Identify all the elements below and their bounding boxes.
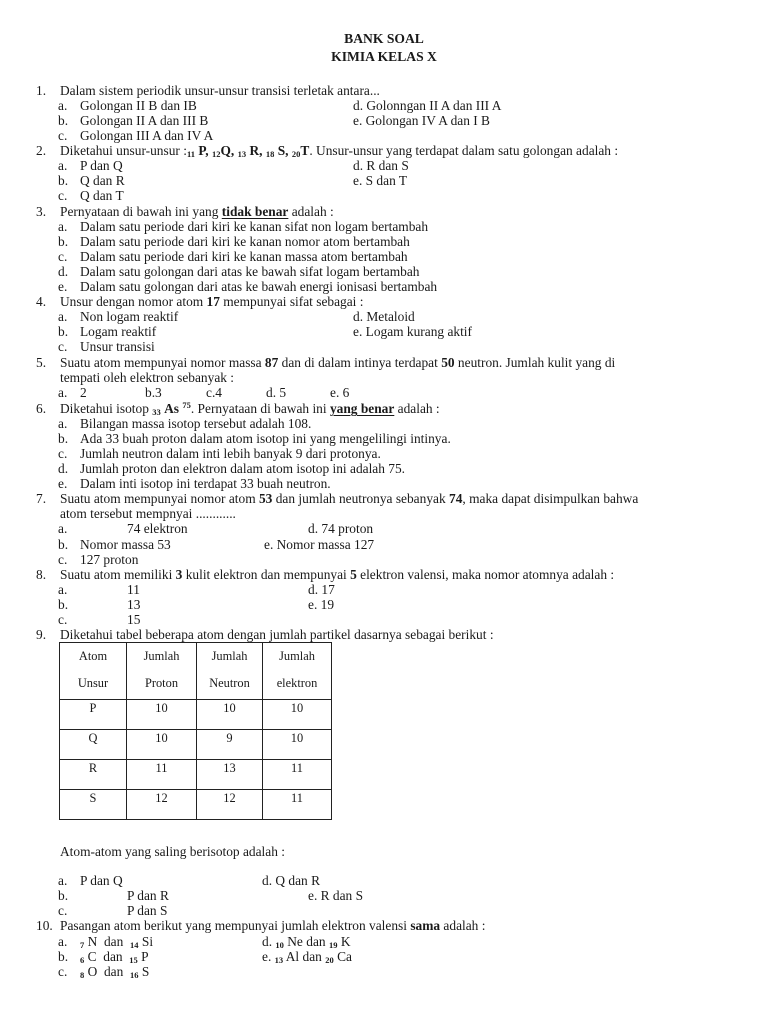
option-3e: e. Dalam satu golongan dari atas ke bawah energi ionisasi bertambah — [58, 279, 438, 294]
table-cell: S — [60, 790, 127, 820]
option-10e: e. $_{13}$ Al dan $_{20}$ Ca — [262, 949, 352, 965]
option-7a: 74 elektron — [127, 521, 188, 536]
option-9c-label: c. — [58, 903, 68, 918]
option-2d: d. R dan S — [353, 158, 409, 173]
option-7c: c. 127 proton — [58, 552, 139, 567]
emphasis-yang-benar: yang benar — [329, 401, 395, 416]
option-3d: d. Dalam satu golongan dari atas ke bawah sifat logam bertambah — [58, 264, 420, 279]
question-3: 3. Pernyataan di bawah ini yang tidak benar adalah : — [36, 204, 334, 219]
option-3c: c. Dalam satu periode dari kiri ke kanan massa atom bertambah — [58, 249, 408, 264]
question-6: 6. Diketahui isotop $_{33}$ As $^{75}$. Pernyataan di bawah ini yang benar adalah : — [36, 400, 440, 417]
option-5d: d. 5 — [266, 385, 287, 400]
option-4a: a. Non logam reaktif — [58, 309, 179, 324]
option-5b: b.3 — [145, 385, 162, 400]
option-9a: a. P dan Q — [58, 873, 123, 888]
table-header-row — [60, 643, 332, 700]
option-10d: d. $_{10}$ Ne dan $_{19}$ K — [262, 934, 351, 950]
option-7e: e. Nomor massa 127 — [264, 537, 375, 552]
option-2b: b. Q dan R — [58, 173, 125, 188]
option-6e: e. Dalam inti isotop ini terdapat 33 buah neutron. — [58, 476, 331, 491]
option-10c: c. $_8$ O dan $_{16}$ S — [58, 964, 150, 980]
option-2a: a. P dan Q — [58, 158, 123, 173]
option-7b: b. Nomor massa 53 — [58, 537, 171, 552]
option-1e: e. Golongan IV A dan I B — [353, 113, 490, 128]
table-header-cell: Jumlah Neutron — [197, 643, 263, 700]
table-header-cell: Jumlah elektron — [263, 643, 332, 700]
option-6d: d. Jumlah proton dan elektron dalam atom isotop ini adalah 75. — [58, 461, 406, 476]
table-cell: 9 — [197, 730, 263, 760]
table-cell: 10 — [127, 730, 197, 760]
question-7: 7. Suatu atom mempunyai nomor atom 53 dan jumlah neutronya sebanyak 74, maka dapat disimpulkan bahwa — [36, 491, 639, 506]
option-2c: c. Q dan T — [58, 188, 124, 203]
option-5a: a. 2 — [58, 385, 87, 400]
option-9d: d. Q dan R — [262, 873, 321, 888]
option-5e: e. 6 — [330, 385, 350, 400]
option-10a: a. $_7$ N dan $_{14}$ Si — [58, 934, 154, 950]
table-row — [60, 790, 332, 820]
option-8b: 13 — [127, 597, 141, 612]
question-8: 8. Suatu atom memiliki 3 kulit elektron dan mempunyai 5 elektron valensi, maka nomor atomnya adalah : — [36, 567, 615, 582]
option-3a: a. Dalam satu periode dari kiri ke kanan sifat non logam bertambah — [58, 219, 429, 234]
question-text: Dalam sistem periodik unsur-unsur transisi terletak antara... — [60, 83, 380, 98]
table-cell: Q — [60, 730, 127, 760]
table-row — [60, 730, 332, 760]
option-1a: a. Golongan II B dan IB — [58, 98, 197, 113]
table-cell: 12 — [197, 790, 263, 820]
table-cell: 11 — [263, 790, 332, 820]
question-9: 9. Diketahui tabel beberapa atom dengan jumlah partikel dasarnya sebagai berikut : — [36, 627, 494, 642]
option-6a: a. Bilangan massa isotop tersebut adalah 108. — [58, 416, 312, 431]
option-9b-label: b. — [58, 888, 69, 903]
option-1d: d. Golonngan II A dan III A — [353, 98, 502, 113]
option-10b: b. $_6$ C dan $_{15}$ P — [58, 949, 149, 965]
option-8a-label: a. — [58, 582, 68, 597]
option-8c: 15 — [127, 612, 141, 627]
table-cell: 12 — [127, 790, 197, 820]
document-title: BANK SOAL — [344, 31, 424, 46]
option-6c: c. Jumlah neutron dalam inti lebih banyak 9 dari protonya. — [58, 446, 381, 461]
option-6b: b. Ada 33 buah proton dalam atom isotop ini yang mengelilingi intinya. — [58, 431, 451, 446]
question-2: 2. Diketahui unsur-unsur $:_{11}$ P, $_{12}$Q, $_{13}$ R, $_{18}$ S, $_{20}$T. Unsur-unsur yang terdapat dalam satu golongan adalah : — [36, 143, 619, 159]
table-header-cell: Atom Unsur — [60, 643, 127, 700]
option-1c: c. Golongan III A dan IV A — [58, 128, 214, 143]
table-cell: R — [60, 760, 127, 790]
option-2e: e. S dan T — [353, 173, 408, 188]
question-5-line2: tempati oleh elektron sebanyak : — [60, 370, 235, 385]
option-9c: P dan S — [127, 903, 168, 918]
table-cell: 10 — [263, 700, 332, 730]
table-header-cell: Jumlah Proton — [127, 643, 197, 700]
option-8e: e. 19 — [308, 597, 335, 612]
table-cell: 11 — [263, 760, 332, 790]
question-1: 1. Dalam sistem periodik unsur-unsur transisi terletak antara... — [36, 83, 380, 98]
table-cell: 10 — [127, 700, 197, 730]
option-4c: c. Unsur transisi — [58, 339, 155, 354]
table-cell: 11 — [127, 760, 197, 790]
option-8c-label: c. — [58, 612, 68, 627]
option-3b: b. Dalam satu periode dari kiri ke kanan nomor atom bertambah — [58, 234, 410, 249]
option-9e: e. R dan S — [308, 888, 364, 903]
option-7d: d. 74 proton — [308, 521, 374, 536]
option-8b-label: b. — [58, 597, 69, 612]
table-row — [60, 700, 332, 730]
table-cell: 13 — [197, 760, 263, 790]
question-7-line2: atom tersebut mempnyai ............ — [60, 506, 236, 521]
option-5c: c.4 — [206, 385, 222, 400]
document-subtitle: KIMIA KELAS X — [331, 49, 437, 64]
question-10: 10. Pasangan atom berikut yang mempunyai jumlah elektron valensi sama adalah : — [36, 918, 486, 933]
emphasis-tidak-benar: tidak benar — [221, 204, 289, 219]
option-8a: 11 — [127, 582, 140, 597]
option-4d: d. Metaloid — [353, 309, 415, 324]
option-9b: P dan R — [127, 888, 169, 903]
option-1b: b. Golongan II A dan III B — [58, 113, 209, 128]
table-cell: 10 — [197, 700, 263, 730]
question-9-prompt: Atom-atom yang saling berisotop adalah : — [60, 844, 285, 859]
option-8d: d. 17 — [308, 582, 335, 597]
option-7a-label: a. — [58, 521, 68, 536]
table-cell: P — [60, 700, 127, 730]
question-4: 4. Unsur dengan nomor atom 17 mempunyai sifat sebagai : — [36, 294, 364, 309]
table-cell: 10 — [263, 730, 332, 760]
atom-particle-table — [59, 642, 332, 820]
table-row — [60, 760, 332, 790]
option-4e: e. Logam kurang aktif — [353, 324, 472, 339]
question-5: 5. Suatu atom mempunyai nomor massa 87 dan di dalam intinya terdapat 50 neutron. Jumlah kulit yang di — [36, 355, 616, 370]
option-4b: b. Logam reaktif — [58, 324, 157, 339]
